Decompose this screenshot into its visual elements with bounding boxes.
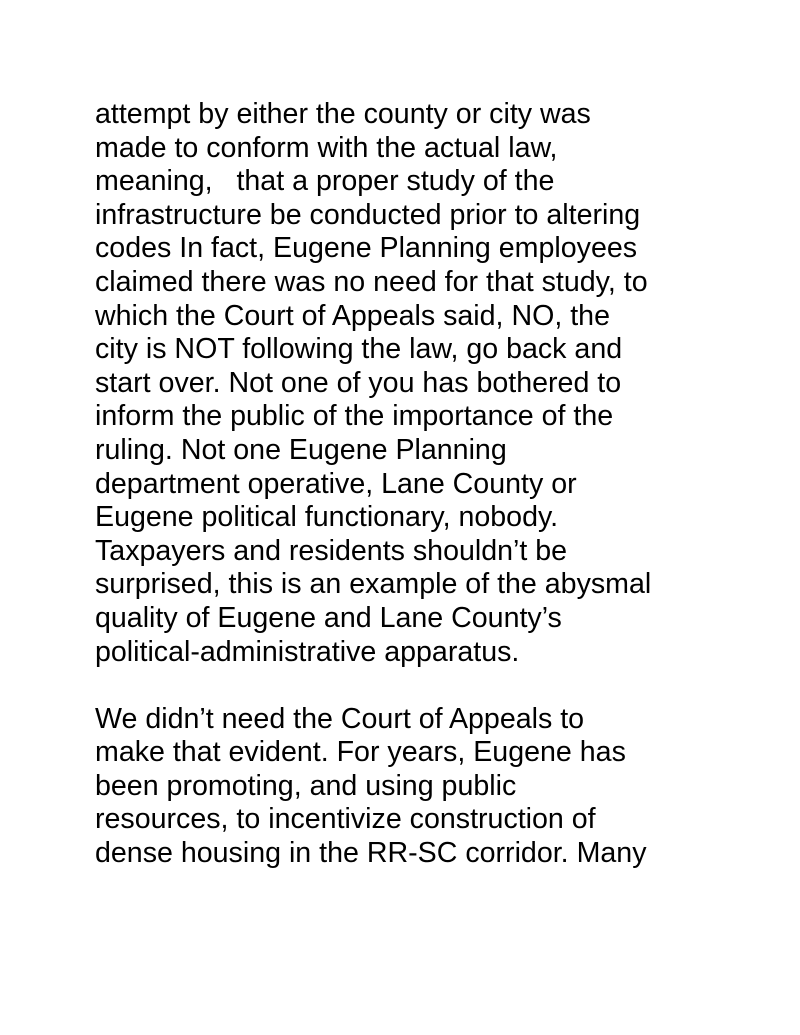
text-line: claimed there was no need for that study, to <box>95 265 648 298</box>
text-line: ruling. Not one Eugene Planning <box>95 433 507 466</box>
paragraph-1 <box>95 98 775 669</box>
text-line: made to conform with the actual law, <box>95 131 558 164</box>
text-line: dense housing in the RR-SC corridor. Many <box>95 837 647 870</box>
text-line: We didn’t need the Court of Appeals to <box>95 702 585 735</box>
text-line: political-administrative apparatus. <box>95 635 520 668</box>
text-line: attempt by either the county or city was <box>95 98 591 130</box>
text-line: codes In fact, Eugene Planning employees <box>95 232 638 265</box>
text-line: make that evident. For years, Eugene has <box>95 736 626 769</box>
text-line: meaning, that a proper study of the <box>95 165 555 198</box>
text-line: inform the public of the importance of the <box>95 400 614 433</box>
body-text <box>95 98 775 871</box>
paragraph-gap <box>95 669 775 703</box>
text-line: department operative, Lane County or <box>95 467 577 500</box>
text-line: city is NOT following the law, go back and <box>95 333 623 366</box>
text-line: quality of Eugene and Lane County’s <box>95 601 562 634</box>
text-line: start over. Not one of you has bothered to <box>95 366 622 399</box>
text-line: infrastructure be conducted prior to altering <box>95 198 641 231</box>
text-line: Eugene political functionary, nobody. <box>95 501 559 534</box>
text-line: surprised, this is an example of the abysmal <box>95 568 652 601</box>
paragraph-2 <box>95 703 775 871</box>
text-line: Taxpayers and residents shouldn’t be <box>95 534 568 567</box>
text-line: resources, to incentivize construction of <box>95 803 596 836</box>
text-line: which the Court of Appeals said, NO, the <box>95 299 610 332</box>
text-line: been promoting, and using public <box>95 769 517 802</box>
